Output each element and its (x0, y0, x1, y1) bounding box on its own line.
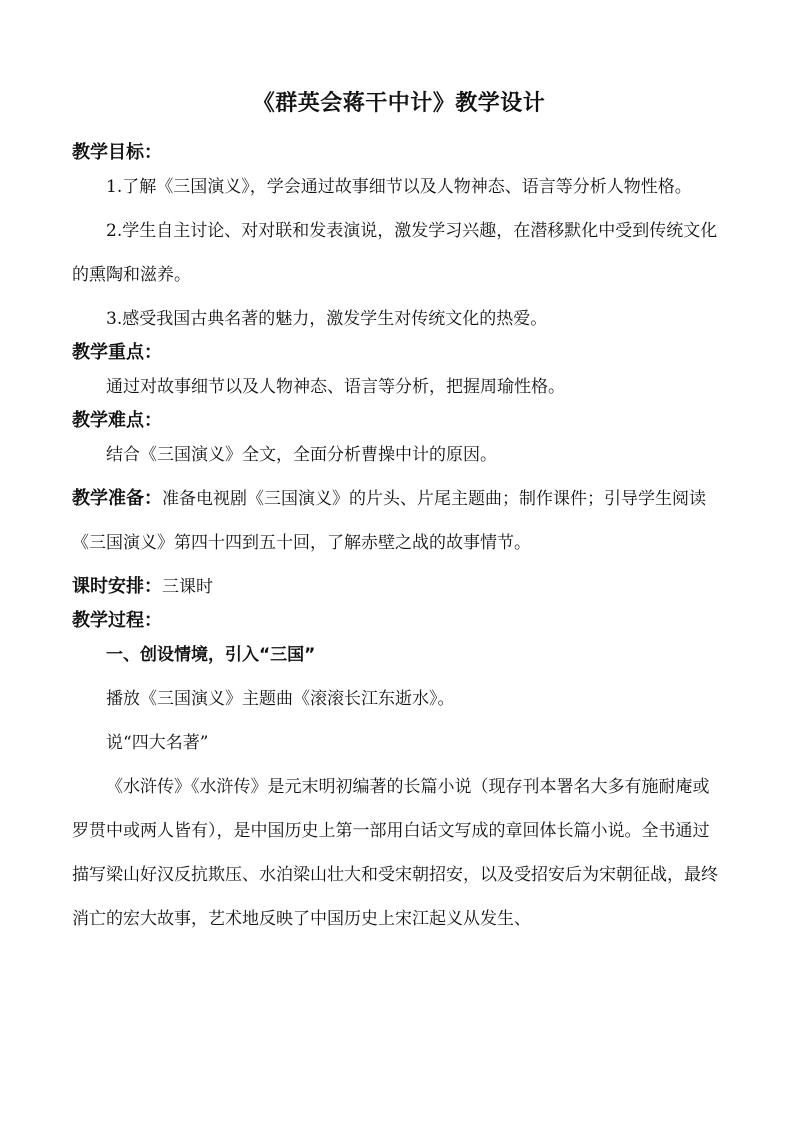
goals-heading: 教学目标： (72, 142, 162, 163)
goal-1: 1.了解《三国演义》，学会通过故事细节以及人物神态、语言等分析人物性格。 (106, 177, 692, 197)
section1-paragraph-1: 播放《三国演义》主题曲《滚滚长江东逝水》。 (106, 689, 455, 709)
section1-paragraph-2: 说“四大名著” (106, 733, 209, 753)
prep-label: 教学准备： (72, 488, 162, 509)
schedule-paragraph (72, 565, 726, 609)
difficult-heading: 教学难点： (72, 410, 162, 431)
page-title: 《群英会蒋干中计》教学设计 (252, 91, 546, 116)
section1-title: 一、创设情境，引入“三国” (106, 645, 316, 665)
goal-2: 2.学生自主讨论、对对联和发表演说，激发学习兴趣，在潜移默化中受到传统文化的熏陶和滋养。 (72, 221, 718, 285)
prep-paragraph (72, 477, 726, 565)
section1-paragraph-3: 《水浒传》《水浒传》是元末明初编著的长篇小说（现存刊本署名大多有施耐庵或罗贯中或两人皆有），是中国历史上第一部用白话文写成的章回体长篇小说。全书通过描写梁山好汉反抗欺压、水泊梁山壮大和受宋朝招安，以及受招安后为宋朝征战，最终消亡的宏大故事，艺术地反映了中国历史上宋江起义从发生、 (72, 777, 718, 929)
process-heading: 教学过程： (72, 610, 162, 631)
goal-3: 3.感受我国古典名著的魅力，激发学生对传统文化的热爱。 (106, 309, 548, 329)
key-heading: 教学重点： (72, 342, 162, 363)
prep-text: 准备电视剧《三国演义》的片头、片尾主题曲；制作课件；引导学生阅读《三国演义》第四十四到五十回，了解赤壁之战的故事情节。 (72, 489, 706, 553)
difficult-text: 结合《三国演义》全文，全面分析曹操中计的原因。 (106, 445, 497, 465)
schedule-label: 课时安排： (72, 576, 162, 597)
key-text: 通过对故事细节以及人物神态、语言等分析，把握周瑜性格。 (106, 377, 565, 397)
schedule-text: 三课时 (162, 577, 213, 597)
